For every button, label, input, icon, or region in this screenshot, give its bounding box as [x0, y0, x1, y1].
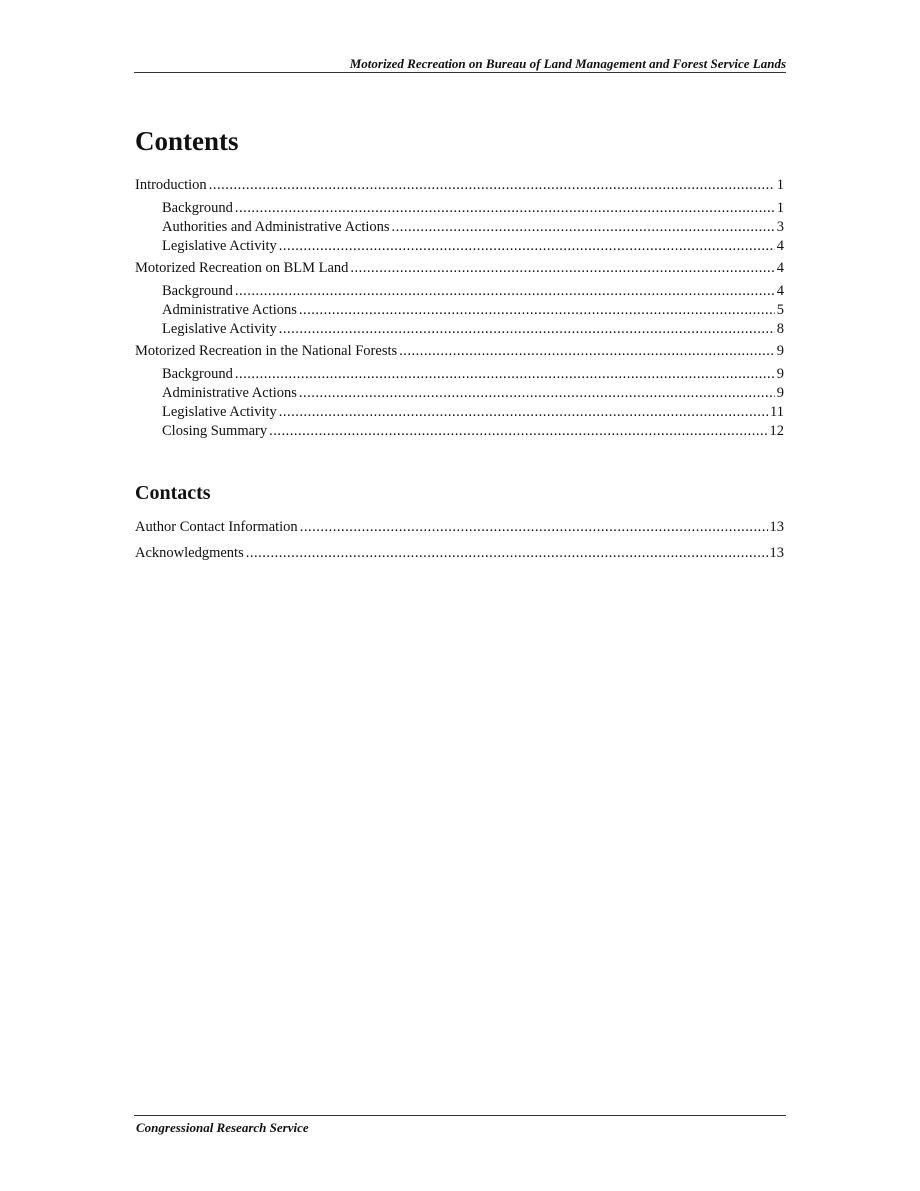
- toc-page-number: 4: [776, 260, 784, 276]
- toc-page-number: 8: [776, 320, 784, 337]
- toc-entry-title: Acknowledgments: [135, 545, 244, 561]
- toc-entry-author-contact-information[interactable]: [135, 518, 784, 537]
- toc-entry-introduction[interactable]: [135, 176, 784, 195]
- toc-dot-leader: [300, 518, 768, 537]
- toc-dot-leader: [269, 422, 767, 441]
- running-footer: Congressional Research Service: [136, 1120, 309, 1135]
- toc-page-number: 1: [776, 177, 784, 193]
- toc-entry-forests-administrative-actions[interactable]: [135, 384, 784, 403]
- toc-entry-title: Background: [162, 365, 233, 382]
- toc-entry-title: Background: [162, 282, 233, 299]
- toc-page-number: 4: [776, 237, 784, 254]
- toc-dot-leader: [246, 544, 768, 563]
- toc-entry-title: Legislative Activity: [162, 403, 277, 420]
- toc-entry-title: Administrative Actions: [162, 384, 297, 401]
- toc-entry-blm-legislative-activity[interactable]: [135, 320, 784, 339]
- toc-entry-title: Background: [162, 199, 233, 216]
- toc-page-number: 12: [769, 422, 784, 439]
- toc-dot-leader: [392, 218, 775, 237]
- toc-entry-authorities-administrative-actions[interactable]: [135, 218, 784, 237]
- footer-rule: [134, 1115, 786, 1116]
- toc-entry-acknowledgments[interactable]: [135, 544, 784, 563]
- toc-dot-leader: [279, 320, 775, 339]
- toc-dot-leader: [279, 403, 768, 422]
- toc-page-number: 13: [769, 545, 784, 561]
- toc-page-number: 1: [776, 199, 784, 216]
- toc-page-number: 11: [770, 403, 784, 420]
- toc-dot-leader: [399, 342, 775, 361]
- running-header: Motorized Recreation on Bureau of Land Management and Forest Service Lands: [349, 56, 786, 71]
- contents-heading: Contents: [135, 126, 239, 156]
- toc-dot-leader: [279, 237, 775, 256]
- toc-dot-leader: [235, 199, 775, 218]
- header-rule: [134, 72, 786, 73]
- contacts-heading: Contacts: [135, 482, 211, 504]
- toc-entry-title: Author Contact Information: [135, 519, 298, 535]
- toc-entry-title: Administrative Actions: [162, 301, 297, 318]
- toc-entry-title: Introduction: [135, 177, 207, 193]
- toc-entry-title: Legislative Activity: [162, 320, 277, 337]
- toc-page-number: 13: [769, 519, 784, 535]
- toc-entry-closing-summary[interactable]: [135, 422, 784, 441]
- toc-entry-intro-legislative-activity[interactable]: [135, 237, 784, 256]
- toc-entry-blm-background[interactable]: [135, 282, 784, 301]
- toc-page-number: 5: [776, 301, 784, 318]
- toc-dot-leader: [299, 301, 775, 320]
- toc-page-number: 9: [776, 384, 784, 401]
- toc-page-number: 9: [776, 343, 784, 359]
- toc-entry-intro-background[interactable]: [135, 199, 784, 218]
- toc-entry-title: Motorized Recreation in the National Forests: [135, 343, 398, 359]
- toc-entry-blm-administrative-actions[interactable]: [135, 301, 784, 320]
- toc-entry-forests-background[interactable]: [135, 365, 784, 384]
- toc-dot-leader: [235, 365, 775, 384]
- toc-dot-leader: [299, 384, 775, 403]
- toc-dot-leader: [350, 259, 774, 278]
- toc-entry-title: Legislative Activity: [162, 237, 277, 254]
- toc-dot-leader: [209, 176, 775, 195]
- toc-page-number: 3: [776, 218, 784, 235]
- toc-entry-title: Motorized Recreation on BLM Land: [135, 260, 349, 276]
- toc-entry-forests-legislative-activity[interactable]: [135, 403, 784, 422]
- toc-entry-title: Authorities and Administrative Actions: [162, 218, 390, 235]
- contacts-list: [135, 518, 784, 563]
- toc-dot-leader: [235, 282, 775, 301]
- toc-entry-title: Closing Summary: [162, 422, 268, 439]
- toc-entry-blm-land[interactable]: [135, 259, 784, 278]
- toc-page-number: 9: [776, 365, 784, 382]
- table-of-contents: [135, 176, 784, 441]
- toc-entry-national-forests[interactable]: [135, 342, 784, 361]
- toc-page-number: 4: [776, 282, 784, 299]
